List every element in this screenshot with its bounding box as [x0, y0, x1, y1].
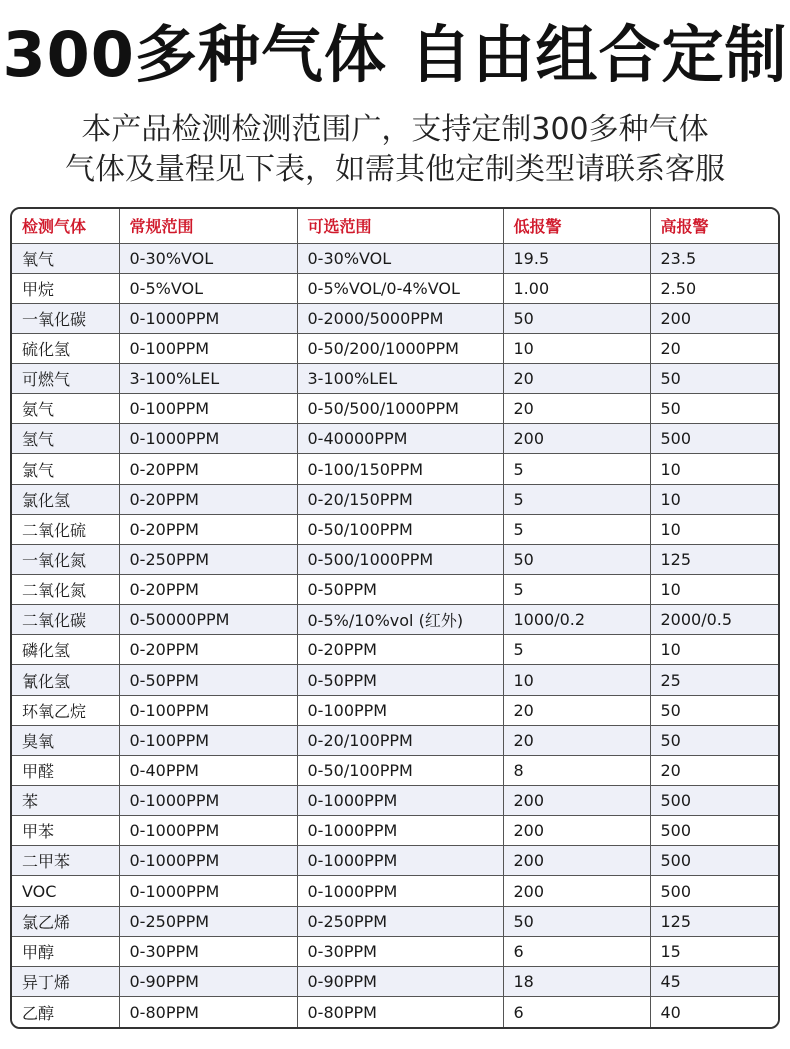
table-row: [12, 575, 780, 605]
table-row: [12, 635, 780, 665]
cell-high-alarm: 20: [650, 333, 780, 363]
cell-high-alarm: 45: [650, 966, 780, 996]
table-row: [12, 514, 780, 544]
cell-gas: 二氧化氮: [12, 575, 119, 605]
cell-optional-range: 0-100PPM: [297, 695, 503, 725]
table-row: [12, 454, 780, 484]
cell-optional-range: 0-2000/5000PPM: [297, 303, 503, 333]
cell-normal-range: 0-50000PPM: [119, 605, 297, 635]
cell-low-alarm: 200: [503, 424, 650, 454]
gas-range-table: [12, 209, 780, 1027]
cell-gas: 可燃气: [12, 364, 119, 394]
cell-optional-range: 0-20/150PPM: [297, 484, 503, 514]
cell-low-alarm: 18: [503, 966, 650, 996]
table-row: [12, 364, 780, 394]
cell-high-alarm: 10: [650, 575, 780, 605]
cell-low-alarm: 1000/0.2: [503, 605, 650, 635]
cell-normal-range: 0-1000PPM: [119, 424, 297, 454]
cell-gas: 氧气: [12, 243, 119, 273]
cell-high-alarm: 40: [650, 997, 780, 1027]
cell-optional-range: 0-1000PPM: [297, 816, 503, 846]
cell-gas: 臭氧: [12, 725, 119, 755]
table-row: [12, 846, 780, 876]
cell-normal-range: 0-250PPM: [119, 906, 297, 936]
cell-high-alarm: 2000/0.5: [650, 605, 780, 635]
cell-low-alarm: 5: [503, 635, 650, 665]
table-row: [12, 394, 780, 424]
table-row: [12, 484, 780, 514]
header-gas: 检测气体: [12, 209, 119, 243]
cell-low-alarm: 200: [503, 816, 650, 846]
cell-low-alarm: 6: [503, 936, 650, 966]
cell-optional-range: 0-40000PPM: [297, 424, 503, 454]
table-row: [12, 544, 780, 574]
cell-low-alarm: 20: [503, 695, 650, 725]
cell-low-alarm: 6: [503, 997, 650, 1027]
cell-low-alarm: 200: [503, 846, 650, 876]
cell-low-alarm: 20: [503, 364, 650, 394]
cell-optional-range: 0-1000PPM: [297, 786, 503, 816]
cell-optional-range: 0-30PPM: [297, 936, 503, 966]
cell-normal-range: 0-20PPM: [119, 635, 297, 665]
table-row: [12, 243, 780, 273]
cell-normal-range: 3-100%LEL: [119, 364, 297, 394]
cell-normal-range: 0-30%VOL: [119, 243, 297, 273]
cell-low-alarm: 19.5: [503, 243, 650, 273]
cell-low-alarm: 50: [503, 906, 650, 936]
table-row: [12, 997, 780, 1027]
cell-high-alarm: 50: [650, 364, 780, 394]
cell-optional-range: 0-100/150PPM: [297, 454, 503, 484]
cell-normal-range: 0-40PPM: [119, 755, 297, 785]
cell-high-alarm: 50: [650, 695, 780, 725]
cell-normal-range: 0-30PPM: [119, 936, 297, 966]
cell-low-alarm: 50: [503, 303, 650, 333]
cell-optional-range: 0-20/100PPM: [297, 725, 503, 755]
table-row: [12, 906, 780, 936]
cell-gas: 氯气: [12, 454, 119, 484]
cell-gas: 一氧化碳: [12, 303, 119, 333]
cell-optional-range: 0-1000PPM: [297, 846, 503, 876]
cell-high-alarm: 500: [650, 424, 780, 454]
table-row: [12, 755, 780, 785]
cell-normal-range: 0-100PPM: [119, 394, 297, 424]
cell-normal-range: 0-100PPM: [119, 725, 297, 755]
cell-low-alarm: 1.00: [503, 273, 650, 303]
cell-low-alarm: 10: [503, 333, 650, 363]
cell-high-alarm: 500: [650, 816, 780, 846]
cell-low-alarm: 20: [503, 394, 650, 424]
cell-optional-range: 0-5%/10%vol (红外): [297, 605, 503, 635]
cell-normal-range: 0-1000PPM: [119, 876, 297, 906]
cell-gas: 氯乙烯: [12, 906, 119, 936]
cell-gas: 甲醇: [12, 936, 119, 966]
cell-optional-range: 0-250PPM: [297, 906, 503, 936]
cell-normal-range: 0-1000PPM: [119, 303, 297, 333]
cell-low-alarm: 5: [503, 484, 650, 514]
cell-optional-range: 0-50/200/1000PPM: [297, 333, 503, 363]
cell-high-alarm: 125: [650, 544, 780, 574]
cell-normal-range: 0-20PPM: [119, 454, 297, 484]
cell-low-alarm: 5: [503, 575, 650, 605]
table-body: [12, 243, 780, 1027]
cell-high-alarm: 50: [650, 394, 780, 424]
cell-gas: 甲醛: [12, 755, 119, 785]
cell-high-alarm: 500: [650, 786, 780, 816]
cell-low-alarm: 5: [503, 454, 650, 484]
table-row: [12, 816, 780, 846]
cell-low-alarm: 10: [503, 665, 650, 695]
table-row: [12, 725, 780, 755]
cell-optional-range: 0-5%VOL/0-4%VOL: [297, 273, 503, 303]
table-row: [12, 303, 780, 333]
cell-normal-range: 0-90PPM: [119, 966, 297, 996]
cell-low-alarm: 50: [503, 544, 650, 574]
table-row: [12, 424, 780, 454]
cell-normal-range: 0-250PPM: [119, 544, 297, 574]
cell-gas: 环氧乙烷: [12, 695, 119, 725]
cell-optional-range: 0-50PPM: [297, 575, 503, 605]
cell-low-alarm: 200: [503, 876, 650, 906]
cell-low-alarm: 5: [503, 514, 650, 544]
cell-optional-range: 3-100%LEL: [297, 364, 503, 394]
cell-normal-range: 0-1000PPM: [119, 786, 297, 816]
table-row: [12, 605, 780, 635]
cell-normal-range: 0-1000PPM: [119, 846, 297, 876]
cell-gas: VOC: [12, 876, 119, 906]
cell-gas: 异丁烯: [12, 966, 119, 996]
cell-normal-range: 0-100PPM: [119, 695, 297, 725]
cell-high-alarm: 500: [650, 846, 780, 876]
cell-high-alarm: 10: [650, 635, 780, 665]
cell-high-alarm: 10: [650, 514, 780, 544]
cell-gas: 甲苯: [12, 816, 119, 846]
cell-normal-range: 0-20PPM: [119, 514, 297, 544]
cell-high-alarm: 20: [650, 755, 780, 785]
cell-high-alarm: 2.50: [650, 273, 780, 303]
cell-optional-range: 0-30%VOL: [297, 243, 503, 273]
cell-high-alarm: 23.5: [650, 243, 780, 273]
cell-optional-range: 0-90PPM: [297, 966, 503, 996]
cell-normal-range: 0-50PPM: [119, 665, 297, 695]
cell-gas: 二甲苯: [12, 846, 119, 876]
cell-high-alarm: 125: [650, 906, 780, 936]
cell-high-alarm: 200: [650, 303, 780, 333]
cell-optional-range: 0-50/100PPM: [297, 514, 503, 544]
cell-low-alarm: 8: [503, 755, 650, 785]
gas-table-container: [10, 207, 780, 1029]
cell-high-alarm: 15: [650, 936, 780, 966]
cell-gas: 乙醇: [12, 997, 119, 1027]
cell-normal-range: 0-5%VOL: [119, 273, 297, 303]
header-row: [12, 209, 780, 243]
cell-gas: 二氧化碳: [12, 605, 119, 635]
cell-optional-range: 0-1000PPM: [297, 876, 503, 906]
table-row: [12, 876, 780, 906]
cell-optional-range: 0-500/1000PPM: [297, 544, 503, 574]
cell-gas: 氢气: [12, 424, 119, 454]
cell-gas: 硫化氢: [12, 333, 119, 363]
cell-gas: 氨气: [12, 394, 119, 424]
table-header: [12, 209, 780, 243]
cell-optional-range: 0-50PPM: [297, 665, 503, 695]
cell-high-alarm: 50: [650, 725, 780, 755]
cell-normal-range: 0-1000PPM: [119, 816, 297, 846]
cell-optional-range: 0-50/100PPM: [297, 755, 503, 785]
table-row: [12, 966, 780, 996]
subtitle-line-1: 本产品检测检测范围广，支持定制300多种气体: [81, 112, 709, 147]
page-title: 300多种气体 自由组合定制: [2, 18, 788, 91]
cell-gas: 氯化氢: [12, 484, 119, 514]
cell-high-alarm: 500: [650, 876, 780, 906]
cell-gas: 甲烷: [12, 273, 119, 303]
table-row: [12, 936, 780, 966]
cell-low-alarm: 200: [503, 786, 650, 816]
header-low-alarm: 低报警: [503, 209, 650, 243]
cell-optional-range: 0-80PPM: [297, 997, 503, 1027]
header-normal-range: 常规范围: [119, 209, 297, 243]
cell-optional-range: 0-50/500/1000PPM: [297, 394, 503, 424]
table-row: [12, 333, 780, 363]
header-optional-range: 可选范围: [297, 209, 503, 243]
table-row: [12, 273, 780, 303]
cell-low-alarm: 20: [503, 725, 650, 755]
cell-high-alarm: 10: [650, 484, 780, 514]
cell-normal-range: 0-20PPM: [119, 575, 297, 605]
cell-normal-range: 0-100PPM: [119, 333, 297, 363]
cell-optional-range: 0-20PPM: [297, 635, 503, 665]
table-row: [12, 695, 780, 725]
cell-gas: 一氧化氮: [12, 544, 119, 574]
subtitle-line-2: 气体及量程见下表，如需其他定制类型请联系客服: [65, 152, 725, 187]
cell-high-alarm: 10: [650, 454, 780, 484]
cell-gas: 苯: [12, 786, 119, 816]
table-row: [12, 786, 780, 816]
table-row: [12, 665, 780, 695]
cell-gas: 二氧化硫: [12, 514, 119, 544]
cell-normal-range: 0-20PPM: [119, 484, 297, 514]
cell-gas: 磷化氢: [12, 635, 119, 665]
header-high-alarm: 高报警: [650, 209, 780, 243]
cell-normal-range: 0-80PPM: [119, 997, 297, 1027]
cell-high-alarm: 25: [650, 665, 780, 695]
cell-gas: 氰化氢: [12, 665, 119, 695]
